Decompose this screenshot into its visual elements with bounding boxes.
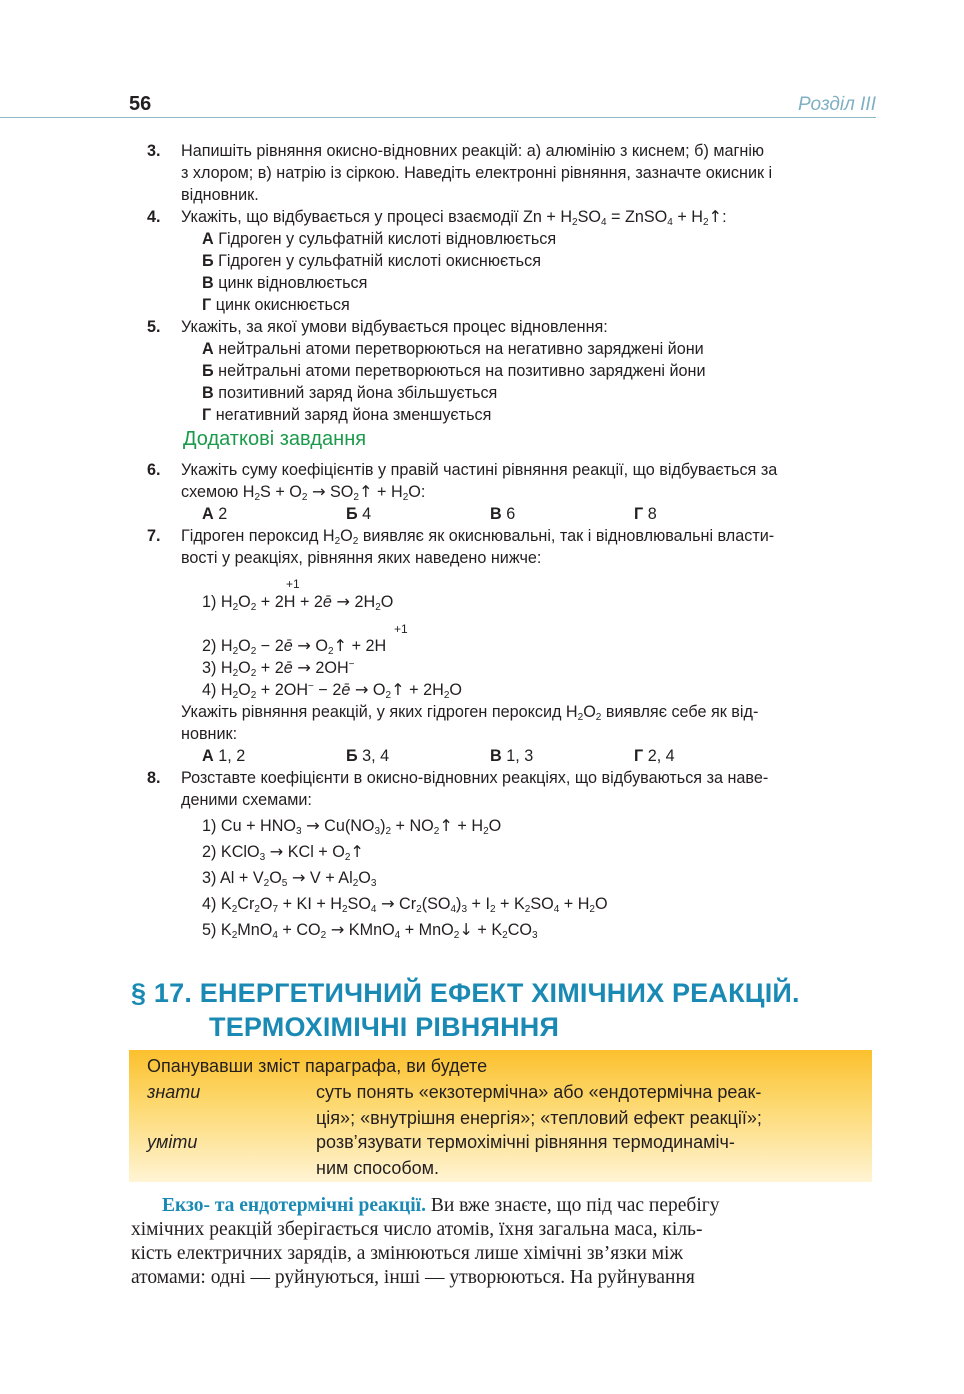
answer-option: Б нейтральні атоми перетворюються на позитивно заряджені йони	[202, 362, 706, 380]
question-number: 8.	[147, 769, 161, 787]
section-title: § 17. ЕНЕРГЕТИЧНИЙ ЕФЕКТ ХІМІЧНИХ РЕАКЦІЙ.	[131, 978, 800, 1008]
equation: 4) $H_2O_2 + 2OH^-$ − 2ē → $O_2↑ + 2H_2O$	[202, 680, 462, 701]
equation: 2) KClO$_3$ → KCl + $O_2↑$	[202, 842, 364, 863]
answer-option: Г 2, 4	[634, 747, 675, 765]
goals-know-label: знати	[147, 1082, 201, 1102]
goals-intro: Опанувавши зміст параграфа, ви будете	[147, 1056, 488, 1076]
body-line: хімічних реакцій зберігається число атомів, їхня загальна маса, кіль-	[131, 1219, 703, 1240]
equation: 3) $Al + V_2O_5 \to V + Al_2O_3$	[202, 868, 377, 889]
body-line: кість електричних зарядів, а змінюються лише хімічні зв’язки між	[131, 1243, 683, 1264]
question-text: Напишіть рівняння окисно-відновних реакцій: а) алюмінію з киснем; б) магнію	[181, 142, 765, 160]
question-text: Розставте коефіцієнти в окисно-відновних реакціях, що відбуваються за наве-	[181, 769, 769, 787]
question-text: з хлором; в) натрію із сіркою. Наведіть електронні рівняння, зазначте окисник і	[181, 164, 773, 182]
question-number: 6.	[147, 461, 161, 479]
equation: 2) $H_2O_2$ − 2ē → $O_2↑ + 2H$	[202, 636, 387, 657]
extra-tasks-heading: Додаткові завдання	[183, 428, 367, 450]
answer-option: В 6	[490, 505, 516, 523]
answer-option: Б 3, 4	[346, 747, 390, 765]
page-number: 56	[129, 93, 152, 115]
section-title: ТЕРМОХІМІЧНІ РІВНЯННЯ	[209, 1012, 560, 1042]
answer-option: А 2	[202, 505, 228, 523]
question-text: Укажіть рівняння реакцій, у яких гідроген пероксид $H_2O_2$ виявляє себе як від-	[181, 703, 759, 723]
goals-know-text: ція»; «внутрішня енергія»; «тепловий ефект реакції»;	[316, 1108, 762, 1128]
answer-option: А 1, 2	[202, 747, 246, 765]
answer-option: В 1, 3	[490, 747, 534, 765]
question-text: Укажіть, що відбувається у процесі взаємодії $Zn + H_2SO_4$ = ZnSO$_4$ + $H_2↑$:	[181, 207, 727, 228]
body-line: Екзо- та ендотермічні реакції. Ви вже знаєте, що під час перебігу	[162, 1195, 720, 1216]
equation: 3) $H_2O_2$ + 2ē → 2OH−	[202, 658, 355, 679]
question-number: 4.	[147, 208, 161, 226]
question-text: Укажіть, за якої умови відбувається процес відновлення:	[181, 318, 608, 336]
header-rule	[0, 117, 876, 118]
equation: 4) $K_2Cr_2O_7$ + KI + $H_2SO_4 \to Cr_2(SO_4)_3 + I_2 + K_2SO_4 + H_2O$	[202, 894, 608, 915]
answer-option: В позитивний заряд йона збільшується	[202, 384, 498, 402]
question-number: 7.	[147, 527, 161, 545]
equation: 1) $H_2O_2 + 2H$ + 2ē → $2H_2O$	[202, 592, 394, 613]
answer-option: Б Гідроген у сульфатній кислоті окиснюється	[202, 252, 541, 270]
question-text: схемою $H_2S + O_2$ → $SO_2↑ + H_2O$:	[181, 482, 426, 503]
answer-option: Б 4	[346, 505, 372, 523]
question-text: Гідроген пероксид $H_2O_2$ виявляє як окиснювальні, так і відновлювальні власти-	[181, 527, 775, 547]
question-number: 5.	[147, 318, 161, 336]
question-number: 3.	[147, 142, 161, 160]
section-reference: Розділ III	[798, 94, 876, 115]
body-line: атомами: одні — руйнуються, інші — утворюються. На руйнування	[131, 1267, 695, 1288]
goals-know-text: суть понять «екзотермічна» або «ендотермічна реак-	[316, 1082, 762, 1102]
answer-option: А Гідроген у сульфатній кислоті відновлюється	[202, 230, 557, 248]
question-text: Укажіть суму коефіцієнтів у правій частині рівняння реакції, що відбувається за	[181, 461, 778, 479]
answer-option: Г 8	[634, 505, 657, 523]
answer-option: Г негативний заряд йона зменшується	[202, 406, 492, 424]
oxidation-state: +1	[394, 622, 408, 636]
learning-goals-box	[129, 1050, 872, 1182]
goals-can-text: розв’язувати термохімічні рівняння термодинаміч-	[316, 1132, 735, 1152]
question-text: деними схемами:	[181, 791, 312, 809]
paragraph-lead: Екзо- та ендотермічні реакції.	[162, 1195, 426, 1216]
answer-option: А нейтральні атоми перетворюються на негативно заряджені йони	[202, 340, 704, 358]
question-text: новник:	[181, 725, 238, 743]
answer-option: Г цинк окиснюється	[202, 296, 350, 314]
goals-can-text: ним способом.	[316, 1158, 440, 1178]
oxidation-state: +1	[286, 577, 300, 591]
equation: 1) $Cu + HNO_3 \to Cu(NO_3)_2$ + $NO_2↑ + H_2O$	[202, 816, 502, 837]
question-text: відновник.	[181, 186, 259, 204]
goals-can-label: уміти	[147, 1132, 198, 1152]
question-text: вості у реакціях, рівняння яких наведено нижче:	[181, 549, 542, 567]
equation: 5) $K_2MnO_4 + CO_2$ → KMnO$_4$ + MnO$_2$↓ + $K_2CO_3$	[202, 920, 538, 941]
answer-option: В цинк відновлюється	[202, 274, 368, 292]
